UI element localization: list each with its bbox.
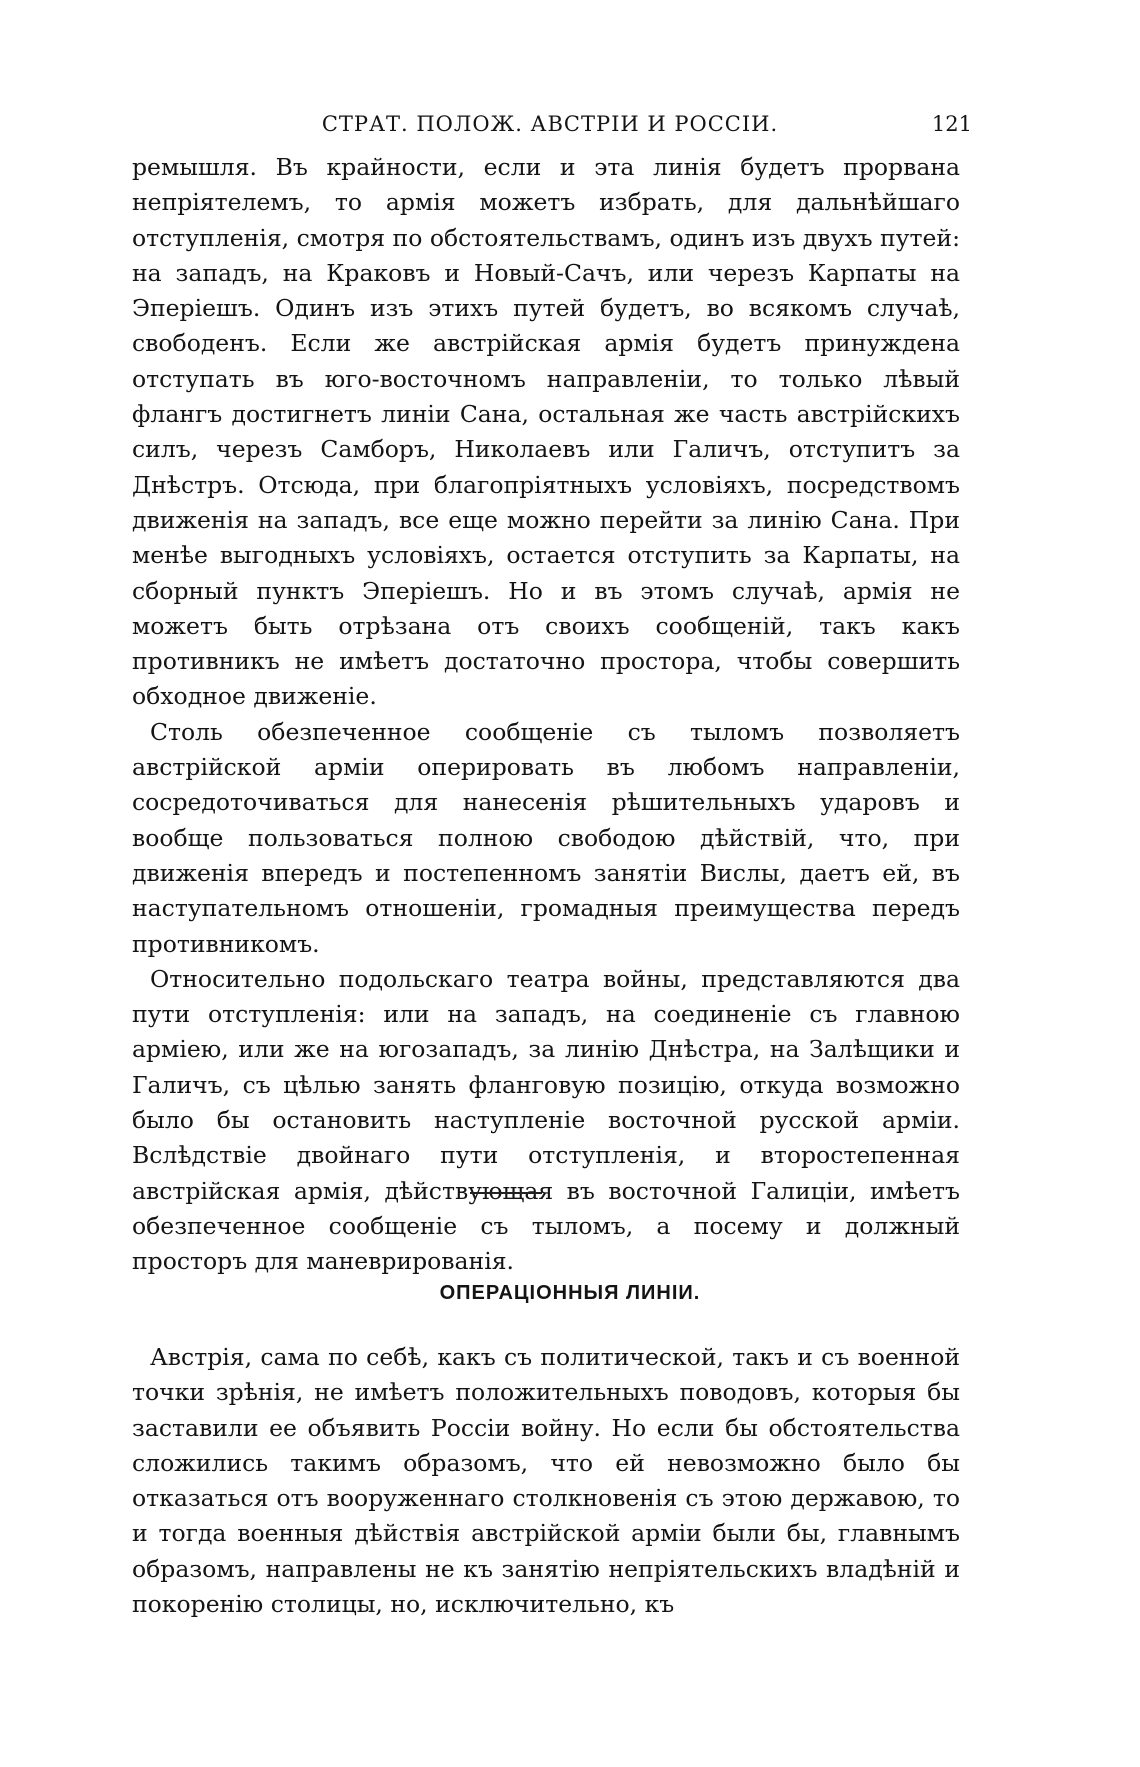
paragraph-1: ремышля. Въ крайности, если и эта линія будетъ прорвана непріятелемъ, то армія можетъ избрать, для дальнѣйшаго отступленія, смотря по обстоятельствамъ, одинъ изъ двухъ путей: на западъ, на Краковъ и Новый-Сачъ, или черезъ Карпаты на Эперіешъ. Одинъ изъ этихъ путей будетъ, во всякомъ случаѣ, свободенъ. Если же австрійская армія будетъ принуждена отступать въ юго-восточномъ направленіи, то только лѣвый флангъ достигнетъ линіи Сана, остальная же часть австрійскихъ силъ, черезъ Самборъ, Николаевъ или Галичъ, отступитъ за Днѣстръ. Отсюда, при благопріятныхъ условіяхъ, посредствомъ движенія на западъ, все еще можно перейти за линію Сана. При менѣе выгодныхъ условіяхъ, остается отступить за Карпаты, на сборный пунктъ Эперіешъ. Но и въ этомъ случаѣ, армія не можетъ быть отрѣзана отъ своихъ сообщеній, такъ какъ противникъ не имѣетъ достаточно простора, чтобы совершить обходное движеніе.: [132, 153, 960, 711]
page-number: 121: [931, 112, 972, 136]
section-paragraph-1: Австрія, сама по себѣ, какъ съ политической, такъ и съ военной точки зрѣнія, не имѣетъ положительныхъ поводовъ, которыя бы заставили ее объявить Россіи войну. Но если бы обстоятельства сложились такимъ образомъ, что ей невозможно было бы отказаться отъ вооруженнаго столкновенія съ этою державою, то и тогда военныя дѣйствія австрійской арміи были бы, главнымъ образомъ, направлены не къ занятію непріятельскихъ владѣній и покоренію столицы, но, исключительно, къ: [132, 1343, 960, 1619]
section-divider: [470, 1192, 542, 1194]
section-heading: ОПЕРАЦІОННЫЯ ЛИНІИ.: [439, 1282, 701, 1304]
paragraph-3: Относительно подольскаго театра войны, представляются два пути отступленія: или на западъ, на соединеніе съ главною арміею, или же на югозападъ, за линію Днѣстра, на Залѣщики и Галичъ, съ цѣлью занять фланговую позицію, откуда возможно было бы остановить наступленіе восточной русской арміи. Вслѣдствіе двойнаго пути отступленія, и второстепенная австрійская армія, дѣйствующая въ восточной Галиціи, имѣетъ обезпеченное сообщеніе съ тыломъ, а посему и должный просторъ для маневрированія.: [132, 964, 960, 1276]
running-title: СТРАТ. ПОЛОЖ. АВСТРІИ И РОССІИ.: [321, 112, 779, 136]
section-text: [132, 1340, 960, 1622]
main-text: [132, 150, 960, 1280]
paragraph-2: Столь обезпеченное сообщеніе съ тыломъ позволяетъ австрійской арміи оперировать въ любомъ направленіи, сосредоточиваться для нанесенія рѣшительныхъ ударовъ и вообще пользоваться полною свободою дѣйствій, что, при движенія впередъ и постепенномъ занятіи Вислы, даетъ ей, въ наступательномъ отношеніи, громадныя преимущества передъ противникомъ.: [132, 717, 960, 958]
running-head: [120, 112, 980, 146]
